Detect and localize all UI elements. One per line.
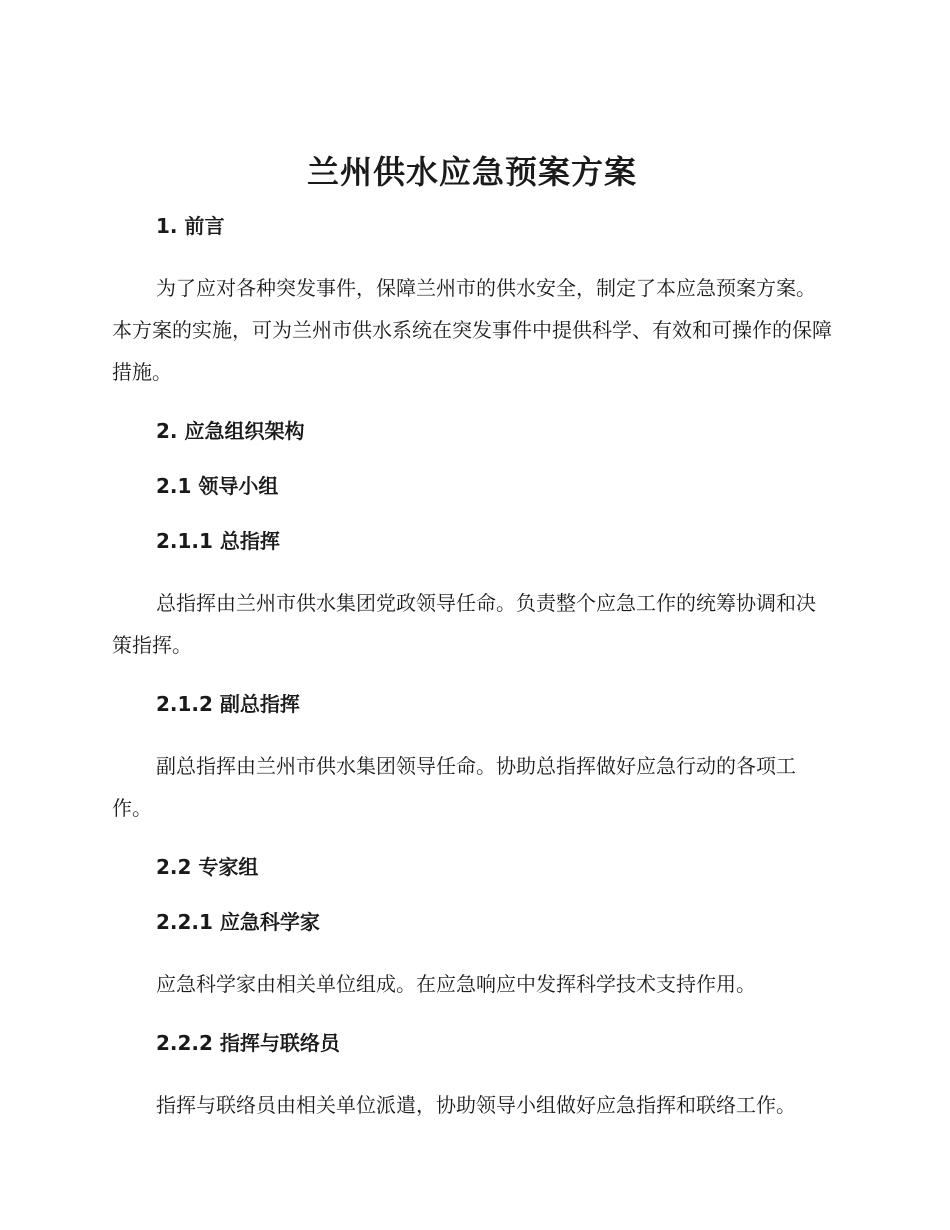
- section-heading-liaison: 2.2.2 指挥与联络员: [156, 1031, 340, 1055]
- paragraph-preface: 为了应对各种突发事件，保障兰州市的供水安全，制定了本应急预案方案。本方案的实施，可为兰州市供水系统在突发事件中提供科学、有效和可操作的保障措施。: [112, 276, 832, 384]
- section-heading-preface: 1. 前言: [156, 214, 225, 238]
- document-page: [112, 150, 832, 1126]
- section-heading-chief-commander: 2.1.1 总指挥: [156, 529, 280, 553]
- section-heading-expert-group: 2.2 专家组: [156, 855, 259, 879]
- paragraph-liaison: 指挥与联络员由相关单位派遣，协助领导小组做好应急指挥和联络工作。: [156, 1093, 796, 1117]
- paragraph-deputy-commander: 副总指挥由兰州市供水集团领导任命。协助总指挥做好应急行动的各项工作。: [112, 754, 796, 820]
- paragraph-emergency-scientist: 应急科学家由相关单位组成。在应急响应中发挥科学技术支持作用。: [156, 972, 756, 996]
- document-title: 兰州供水应急预案方案: [306, 153, 637, 191]
- section-heading-leadership-group: 2.1 领导小组: [156, 474, 279, 498]
- section-heading-emergency-scientist: 2.2.1 应急科学家: [156, 910, 320, 934]
- section-heading-deputy-commander: 2.1.2 副总指挥: [156, 692, 300, 716]
- paragraph-chief-commander: 总指挥由兰州市供水集团党政领导任命。负责整个应急工作的统筹协调和决策指挥。: [112, 591, 816, 657]
- section-heading-org-structure: 2. 应急组织架构: [156, 419, 305, 443]
